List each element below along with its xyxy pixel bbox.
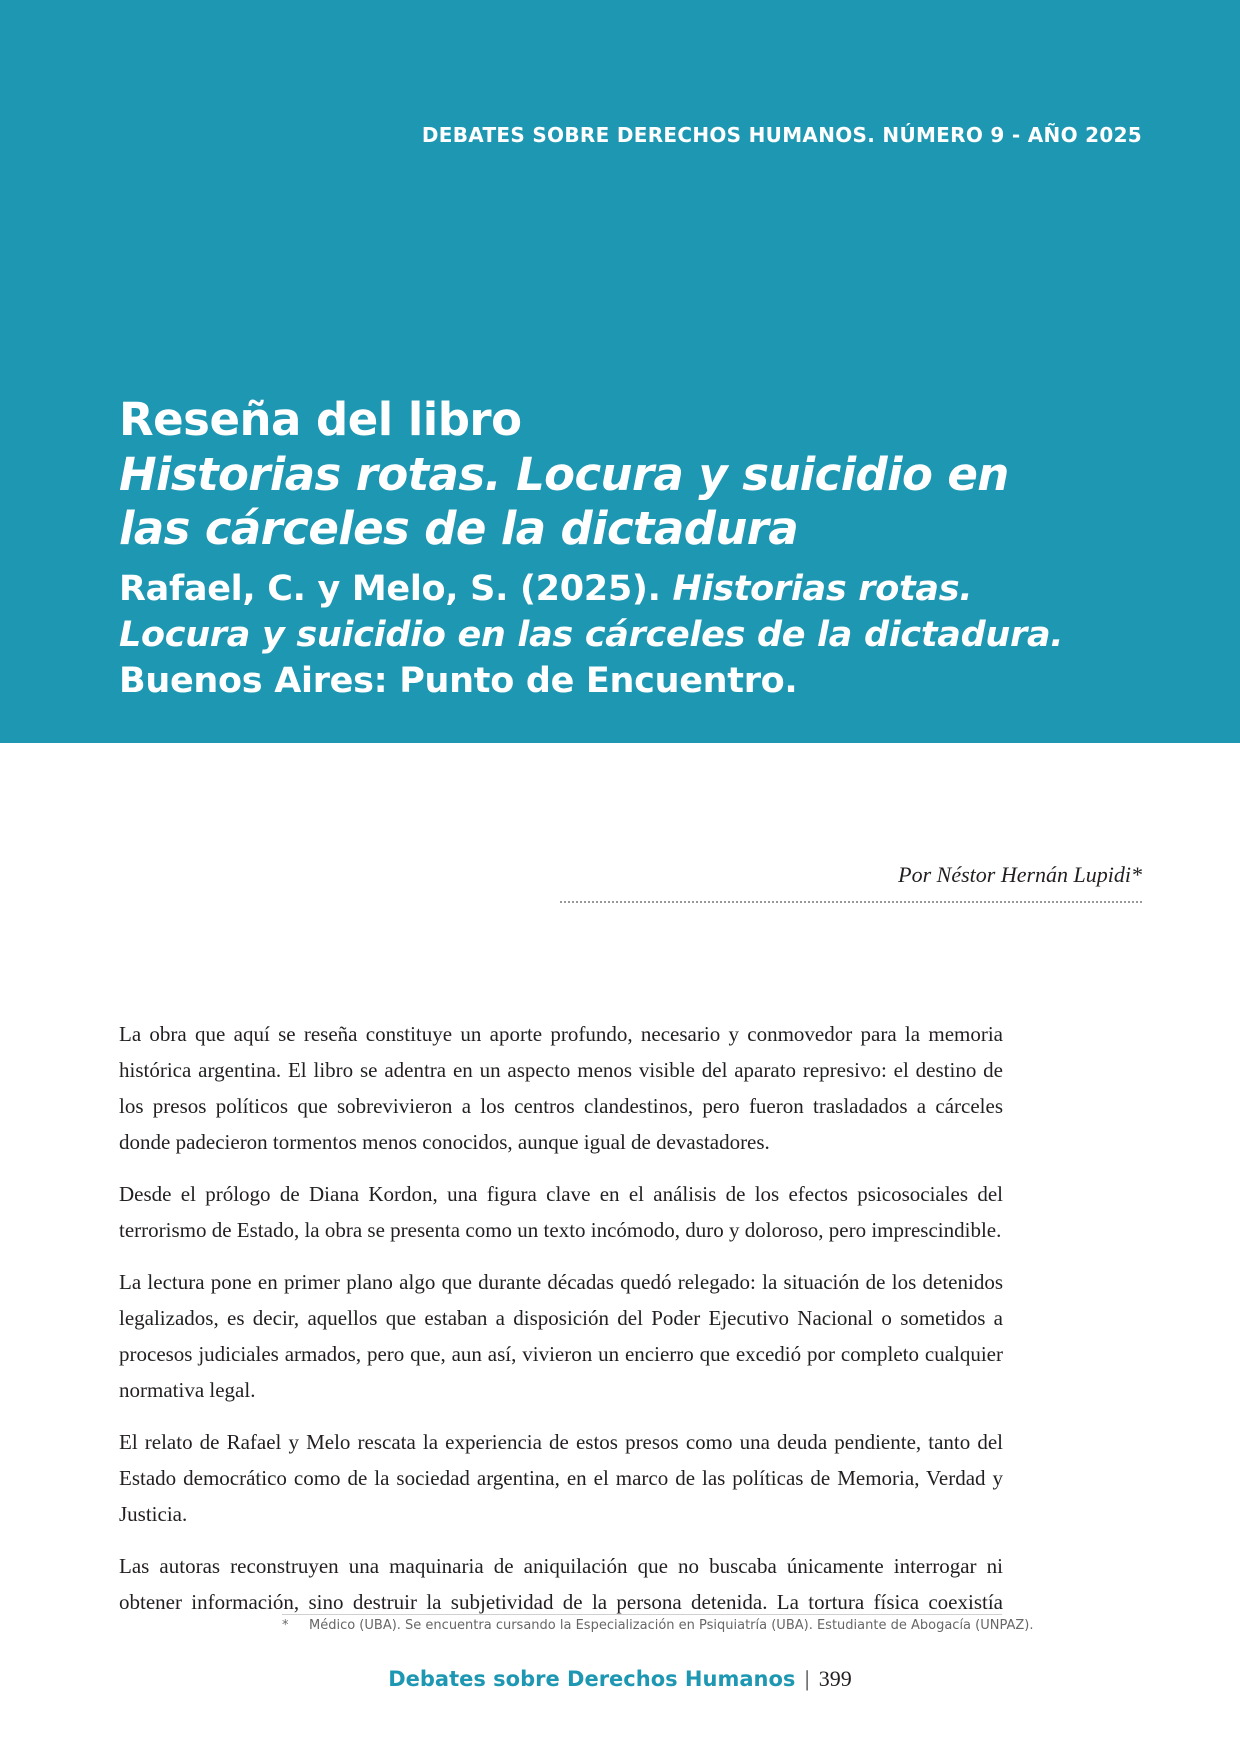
citation-title-b: Locura y suicidio en las cárceles de la dictadura. xyxy=(119,615,1064,655)
footnote xyxy=(282,1618,1034,1633)
paragraph: El relato de Rafael y Melo rescata la experiencia de estos presos como una deuda pendiente, tanto del Estado democrático como de la sociedad argentina, en el marco de las políticas de Memoria, Verdad y Justicia. xyxy=(119,1430,1003,1526)
page-title: Reseña del libro xyxy=(119,393,522,446)
byline-dotted-rule xyxy=(560,901,1142,903)
citation-publisher: Buenos Aires: Punto de Encuentro. xyxy=(119,661,798,701)
footer-separator: | xyxy=(804,1666,810,1691)
footnote-mark: * xyxy=(282,1618,289,1633)
citation-authors: Rafael, C. y Melo, S. (2025). xyxy=(119,569,661,609)
title-block xyxy=(119,392,1149,704)
book-title-line-1: Historias rotas. Locura y suicidio en xyxy=(119,448,1009,501)
page-footer xyxy=(0,1666,1240,1692)
footnote-text: Médico (UBA). Se encuentra cursando la Especialización en Psiquiatría (UBA). Estudiante de Abogacía (UNPAZ). xyxy=(309,1618,1034,1633)
author-byline: Por Néstor Hernán Lupidi* xyxy=(898,862,1142,887)
paragraph: Las autoras reconstruyen una maquinaria de aniquilación que no buscaba únicamente interrogar ni obtener información, sino destruir la subjetividad de la persona detenida. La tortura física coexistía xyxy=(119,1554,1003,1614)
citation-title-a: Historias rotas. xyxy=(672,569,973,609)
book-citation xyxy=(119,566,1149,704)
paragraph: La obra que aquí se reseña constituye un aporte profundo, necesario y conmovedor para la memoria histórica argentina. El libro se adentra en un aspecto menos visible del aparato represivo: el destino de los presos políticos que sobrevivieron a los centros clandestinos, pero fueron trasladados a cárceles donde padecieron tormentos menos conocidos, aunque igual de devastadores. xyxy=(119,1022,1003,1154)
paragraph: Desde el prólogo de Diana Kordon, una figura clave en el análisis de los efectos psicosociales del terrorismo de Estado, la obra se presenta como un texto incómodo, duro y doloroso, pero imprescindible. xyxy=(119,1182,1003,1242)
footer-journal-name: Debates sobre Derechos Humanos xyxy=(388,1667,796,1691)
header-banner xyxy=(0,0,1240,743)
paragraph: La lectura pone en primer plano algo que durante décadas quedó relegado: la situación de los detenidos legalizados, es decir, aquellos que estaban a disposición del Poder Ejecutivo Nacional o sometidos a procesos judiciales armados, pero que, aun así, vivieron un encierro que excedió por completo cualquier normativa legal. xyxy=(119,1270,1003,1402)
footnote-rule xyxy=(282,1614,1002,1615)
book-title xyxy=(119,448,1149,556)
journal-issue-line: DEBATES SOBRE DERECHOS HUMANOS. NÚMERO 9 - AÑO 2025 xyxy=(421,123,1142,147)
page-number: 399 xyxy=(818,1666,852,1691)
article-body xyxy=(119,1016,1003,1636)
book-title-line-2: las cárceles de la dictadura xyxy=(119,502,799,555)
